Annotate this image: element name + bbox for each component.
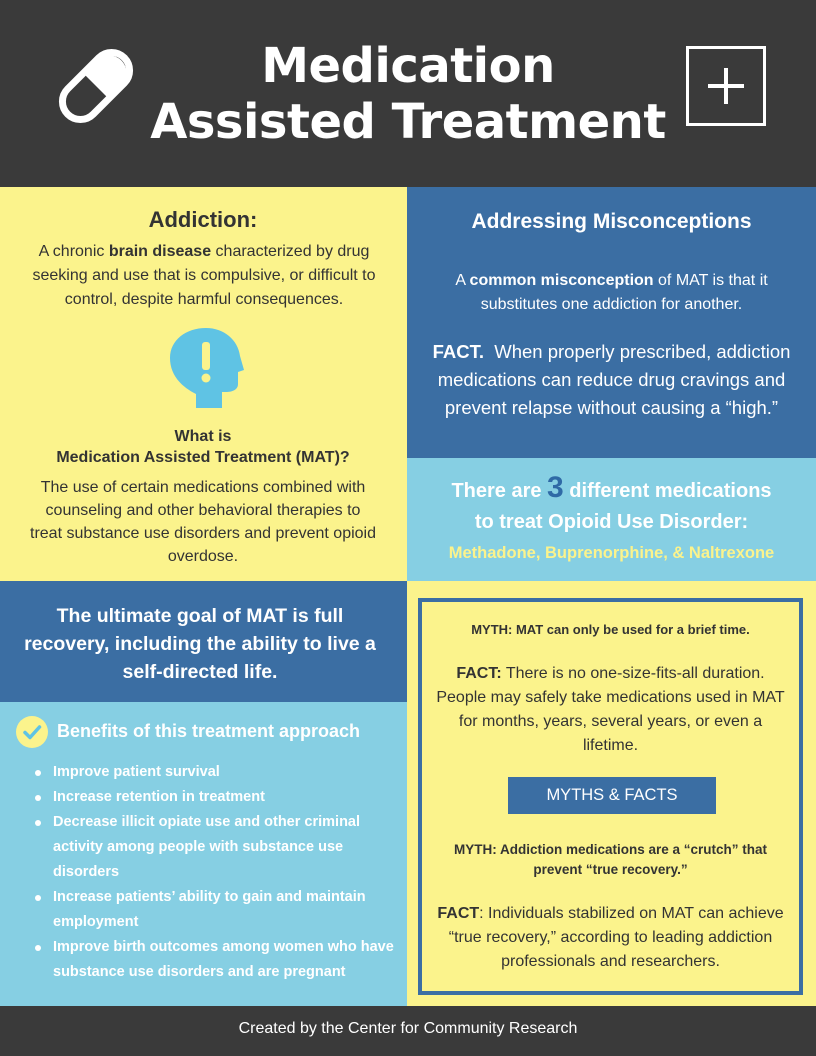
misconceptions-heading: Addressing Misconceptions — [471, 210, 752, 233]
addiction-definition: A chronic brain disease characterized by drug seeking and use that is compulsive, or difficult to control, despite harmful consequences. — [32, 243, 376, 308]
check-circle-icon — [16, 716, 48, 748]
head-exclamation-icon — [166, 326, 246, 408]
list-item: Increase retention in treatment — [35, 785, 395, 810]
list-item: Decrease illicit opiate use and other criminal activity among people with substance use disorders — [35, 810, 395, 885]
mat-question: What is Medication Assisted Treatment (MAT)? — [56, 428, 350, 466]
medication-list: Methadone, Buprenorphine, & Naltrexone — [448, 544, 775, 562]
list-item: Improve patient survival — [35, 760, 395, 785]
medication-count: 3 — [547, 471, 564, 504]
fact-2: FACT: Individuals stabilized on MAT can achieve “true recovery,” according to leading addiction professionals and researchers. — [437, 905, 784, 970]
fact-1: FACT: There is no one-size-fits-all duration. People may safely take medications used in MAT for months, years, several years, or even a lifetime. — [436, 665, 785, 754]
addiction-heading: Addiction: — [148, 207, 258, 232]
list-item: Improve birth outcomes among women who have substance use disorders and are pregnant — [35, 935, 395, 985]
medications-heading: There are 3 different medications to treat Opioid Use Disorder: — [451, 471, 772, 533]
pill-capsule-icon — [50, 40, 142, 132]
brain-disease-emphasis: brain disease — [108, 243, 212, 260]
benefits-heading: Benefits of this treatment approach — [57, 721, 361, 741]
myth-2: MYTH: Addiction medications are a “crutch” that prevent “true recovery.” — [453, 842, 768, 877]
benefits-list — [35, 760, 395, 985]
page-title — [150, 38, 666, 150]
myth-1: MYTH: MAT can only be used for a brief time. — [471, 622, 750, 637]
footer-credit: Created by the Center for Community Research — [238, 1020, 578, 1037]
goal-statement: The ultimate goal of MAT is full recovery, including the ability to live a self-directed life. — [24, 605, 376, 683]
mat-definition: The use of certain medications combined with counseling and other behavioral therapies to treat substance use disorders and prevent opioid overdose. — [30, 479, 376, 565]
misconception-statement: A common misconception of MAT is that it substitutes one addiction for another. — [455, 272, 768, 313]
list-item: Increase patients’ ability to gain and maintain employment — [35, 885, 395, 935]
misconception-fact: FACT. When properly prescribed, addiction medications can reduce drug cravings and prevent relapse without causing a “high.” — [432, 341, 796, 418]
myths-facts-banner: MYTHS & FACTS — [508, 777, 716, 814]
myths-facts-box — [418, 598, 803, 995]
plus-square-icon — [686, 46, 766, 126]
title-line-1: Medication — [261, 38, 555, 94]
title-line-2: Assisted Treatment — [150, 94, 666, 150]
